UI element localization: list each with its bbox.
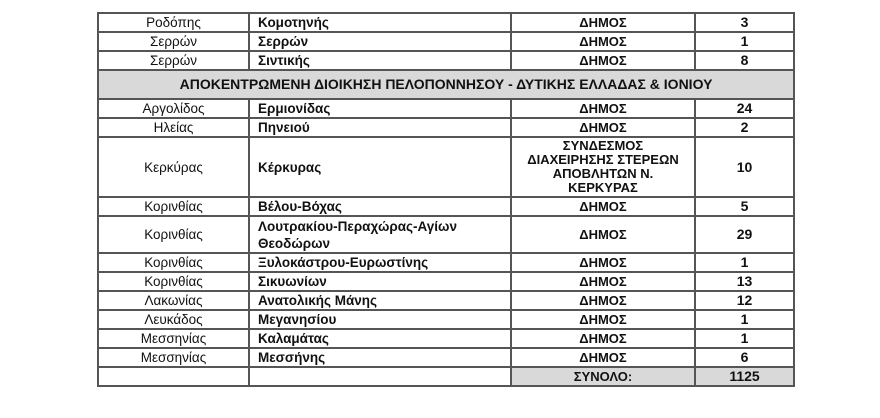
municipality-cell: Μεσσήνης bbox=[249, 348, 511, 367]
count-cell: 6 bbox=[695, 348, 794, 367]
municipality-cell: Σερρών bbox=[249, 32, 511, 51]
entity-type-cell: ΔΗΜΟΣ bbox=[511, 197, 695, 216]
count-cell: 1 bbox=[695, 32, 794, 51]
total-value: 1125 bbox=[695, 367, 794, 386]
count-cell: 24 bbox=[695, 99, 794, 118]
empty-cell bbox=[249, 367, 511, 386]
region-cell: Σερρών bbox=[98, 32, 249, 51]
entity-type-cell: ΣΥΝΔΕΣΜΟΣ ΔΙΑΧΕΙΡΗΣΗΣ ΣΤΕΡΕΩΝ ΑΠΟΒΛΗΤΩΝ Ν. ΚΕΡΚΥΡΑΣ bbox=[511, 137, 695, 197]
region-cell: Λευκάδος bbox=[98, 310, 249, 329]
total-label: ΣΥΝΟΛΟ: bbox=[511, 367, 695, 386]
count-cell: 29 bbox=[695, 216, 794, 253]
municipality-cell: Κομοτηνής bbox=[249, 13, 511, 32]
entity-type-cell: ΔΗΜΟΣ bbox=[511, 310, 695, 329]
count-cell: 5 bbox=[695, 197, 794, 216]
allocation-table bbox=[97, 12, 795, 387]
municipality-cell: Ανατολικής Μάνης bbox=[249, 291, 511, 310]
entity-type-cell: ΔΗΜΟΣ bbox=[511, 272, 695, 291]
section-header: ΑΠΟΚΕΝΤΡΩΜΕΝΗ ΔΙΟΙΚΗΣΗ ΠΕΛΟΠΟΝΝΗΣΟΥ - ΔΥΤΙΚΗΣ ΕΛΛΑΔΑΣ & ΙΟΝΙΟΥ bbox=[98, 70, 794, 99]
region-cell: Σερρών bbox=[98, 51, 249, 70]
region-cell: Μεσσηνίας bbox=[98, 348, 249, 367]
table-row bbox=[98, 32, 794, 51]
region-cell: Κερκύρας bbox=[98, 137, 249, 197]
region-cell: Ροδόπης bbox=[98, 13, 249, 32]
entity-type-cell: ΔΗΜΟΣ bbox=[511, 13, 695, 32]
table-row bbox=[98, 13, 794, 32]
municipality-cell: Καλαμάτας bbox=[249, 329, 511, 348]
municipality-cell: Βέλου-Βόχας bbox=[249, 197, 511, 216]
count-cell: 3 bbox=[695, 13, 794, 32]
count-cell: 1 bbox=[695, 253, 794, 272]
table-row bbox=[98, 216, 794, 253]
region-cell: Κορινθίας bbox=[98, 272, 249, 291]
region-cell: Μεσσηνίας bbox=[98, 329, 249, 348]
region-cell: Ηλείας bbox=[98, 118, 249, 137]
table-row bbox=[98, 137, 794, 197]
municipality-cell: Κέρκυρας bbox=[249, 137, 511, 197]
total-row bbox=[98, 367, 794, 386]
empty-cell bbox=[98, 367, 249, 386]
section-header-row bbox=[98, 70, 794, 99]
region-cell: Κορινθίας bbox=[98, 253, 249, 272]
municipality-cell: Σιντικής bbox=[249, 51, 511, 70]
municipality-cell: Μεγανησίου bbox=[249, 310, 511, 329]
count-cell: 10 bbox=[695, 137, 794, 197]
table-row bbox=[98, 99, 794, 118]
region-cell: Κορινθίας bbox=[98, 197, 249, 216]
table-row bbox=[98, 272, 794, 291]
municipality-cell: Πηνειού bbox=[249, 118, 511, 137]
municipality-cell: Λουτρακίου-Περαχώρας-Αγίων Θεοδώρων bbox=[249, 216, 511, 253]
municipality-cell: Ερμιονίδας bbox=[249, 99, 511, 118]
table-row bbox=[98, 51, 794, 70]
municipality-cell: Σικυωνίων bbox=[249, 272, 511, 291]
entity-type-cell: ΔΗΜΟΣ bbox=[511, 348, 695, 367]
entity-type-cell: ΔΗΜΟΣ bbox=[511, 32, 695, 51]
entity-type-cell: ΔΗΜΟΣ bbox=[511, 216, 695, 253]
count-cell: 2 bbox=[695, 118, 794, 137]
entity-type-cell: ΔΗΜΟΣ bbox=[511, 291, 695, 310]
entity-type-cell: ΔΗΜΟΣ bbox=[511, 51, 695, 70]
count-cell: 8 bbox=[695, 51, 794, 70]
table-row bbox=[98, 118, 794, 137]
region-cell: Λακωνίας bbox=[98, 291, 249, 310]
entity-type-cell: ΔΗΜΟΣ bbox=[511, 253, 695, 272]
region-cell: Αργολίδος bbox=[98, 99, 249, 118]
table-row bbox=[98, 291, 794, 310]
count-cell: 13 bbox=[695, 272, 794, 291]
entity-type-cell: ΔΗΜΟΣ bbox=[511, 329, 695, 348]
count-cell: 1 bbox=[695, 310, 794, 329]
municipality-cell: Ξυλοκάστρου-Ευρωστίνης bbox=[249, 253, 511, 272]
table-row bbox=[98, 197, 794, 216]
table-row bbox=[98, 310, 794, 329]
entity-type-cell: ΔΗΜΟΣ bbox=[511, 99, 695, 118]
table-row bbox=[98, 348, 794, 367]
count-cell: 1 bbox=[695, 329, 794, 348]
entity-type-cell: ΔΗΜΟΣ bbox=[511, 118, 695, 137]
table-row bbox=[98, 329, 794, 348]
count-cell: 12 bbox=[695, 291, 794, 310]
table-row bbox=[98, 253, 794, 272]
region-cell: Κορινθίας bbox=[98, 216, 249, 253]
